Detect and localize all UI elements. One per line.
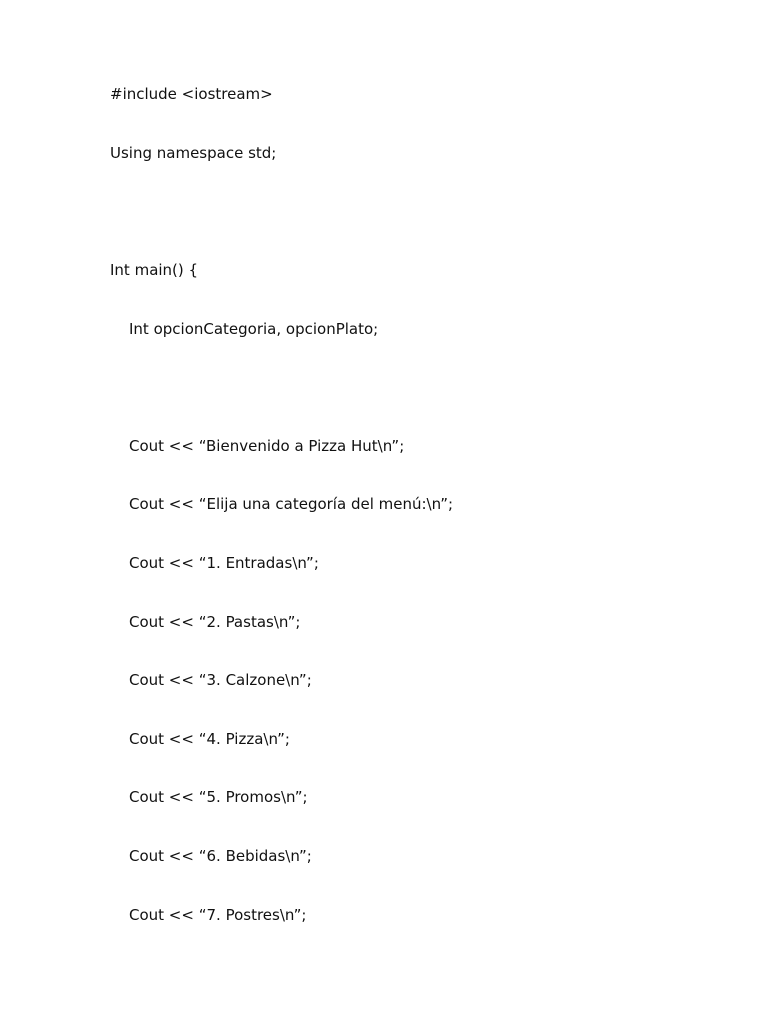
code-line-declaration: Int opcionCategoria, opcionPlato;: [129, 320, 379, 338]
code-line-promos: Cout << “5. Promos\n”;: [129, 788, 308, 806]
code-line-pastas: Cout << “2. Pastas\n”;: [129, 613, 301, 631]
code-line-bebidas: Cout << “6. Bebidas\n”;: [129, 847, 312, 865]
code-line-entradas: Cout << “1. Entradas\n”;: [129, 554, 319, 572]
code-line-include: #include <iostream>: [110, 85, 273, 103]
code-line-postres: Cout << “7. Postres\n”;: [129, 906, 307, 924]
code-line-pizza: Cout << “4. Pizza\n”;: [129, 730, 290, 748]
code-line-main: Int main() {: [110, 261, 199, 279]
code-line-choose-category: Cout << “Elija una categoría del menú:\n”;: [129, 495, 454, 513]
code-line-calzone: Cout << “3. Calzone\n”;: [129, 671, 312, 689]
code-line-namespace: Using namespace std;: [110, 144, 277, 162]
code-line-welcome: Cout << “Bienvenido a Pizza Hut\n”;: [129, 437, 405, 455]
